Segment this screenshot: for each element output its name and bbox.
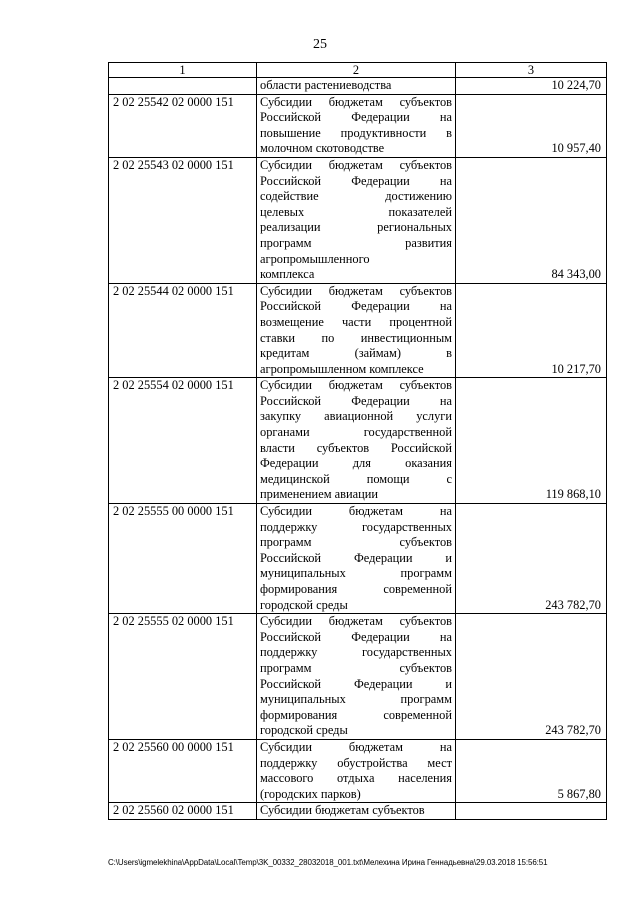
description-line: Российской Федерации на <box>260 629 452 644</box>
table-header-row <box>109 63 607 78</box>
amount-cell: 5 867,80 <box>456 739 607 802</box>
description-cell <box>257 78 456 95</box>
description-line: повышение продуктивности в <box>260 125 452 140</box>
description-line: Российской Федерации на <box>260 299 452 314</box>
description-line: Российской Федерации на <box>260 173 452 188</box>
description-line: (городских парков) <box>260 786 361 801</box>
description-line: Субсидии бюджетам субъектов <box>260 614 452 629</box>
budget-code-cell <box>109 78 257 95</box>
description-line: Субсидии бюджетам на <box>260 504 452 519</box>
amount-cell: 10 957,40 <box>456 94 607 157</box>
description-line: Субсидии бюджетам субъектов <box>260 378 452 393</box>
description-line: городской среды <box>260 723 348 738</box>
description-line: Субсидии бюджетам субъектов <box>260 283 452 298</box>
description-line: власти субъектов Российской <box>260 440 452 455</box>
table-row <box>109 378 607 504</box>
description-line: содействие достижению <box>260 189 452 204</box>
amount-cell: 243 782,70 <box>456 504 607 614</box>
table-row <box>109 283 607 378</box>
budget-code-cell: 2 02 25560 00 0000 151 <box>109 739 257 802</box>
description-line: поддержку государственных <box>260 645 452 660</box>
description-line: Субсидии бюджетам на <box>260 739 452 754</box>
description-line: Российской Федерации и <box>260 676 452 691</box>
page-number: 25 <box>313 37 327 52</box>
description-line: Субсидии бюджетам субъектов <box>260 94 452 109</box>
description-line: муниципальных программ <box>260 692 452 707</box>
description-line: формирования современной <box>260 582 452 596</box>
description-line: закупку авиационной услуги <box>260 409 452 424</box>
description-line: молочном скотоводстве <box>260 141 385 156</box>
description-line: программ субъектов <box>260 660 452 675</box>
budget-code-cell: 2 02 25543 02 0000 151 <box>109 157 257 283</box>
description-line: муниципальных программ <box>260 566 452 581</box>
table-row <box>109 739 607 802</box>
amount-cell: 119 868,10 <box>456 378 607 504</box>
description-line: агропромышленном комплексе <box>260 361 424 376</box>
table-row <box>109 157 607 283</box>
description-line: формирования современной <box>260 707 452 722</box>
description-line: кредитам (займам) в <box>260 346 452 361</box>
description-line: поддержку обустройства мест <box>260 755 452 770</box>
description-line: Субсидии бюджетам субъектов <box>260 803 425 818</box>
table-row <box>109 94 607 157</box>
amount-cell: 84 343,00 <box>456 157 607 283</box>
description-line: области растениеводства <box>260 78 392 92</box>
description-line: комплекса <box>260 267 315 282</box>
description-line: применением авиации <box>260 487 379 502</box>
description-line: поддержку государственных <box>260 519 452 534</box>
budget-code-cell: 2 02 25542 02 0000 151 <box>109 94 257 157</box>
budget-code-cell: 2 02 25555 00 0000 151 <box>109 504 257 614</box>
description-line: агропромышленного <box>260 251 370 266</box>
description-line: Российской Федерации на <box>260 393 452 408</box>
budget-code-cell: 2 02 25544 02 0000 151 <box>109 283 257 378</box>
description-line: программ субъектов <box>260 535 452 550</box>
description-line: Российской Федерации на <box>260 110 452 125</box>
description-line: ставки по инвестиционным <box>260 330 452 345</box>
description-cell <box>257 378 456 504</box>
description-line: возмещение части процентной <box>260 314 452 329</box>
description-cell <box>257 283 456 378</box>
amount-cell <box>456 803 607 820</box>
description-cell <box>257 157 456 283</box>
budget-code-cell: 2 02 25560 02 0000 151 <box>109 803 257 820</box>
budget-code-cell: 2 02 25555 02 0000 151 <box>109 614 257 740</box>
description-line: городской среды <box>260 597 348 612</box>
description-line: программ развития <box>260 235 452 250</box>
description-cell <box>257 504 456 614</box>
file-path-footer: C:\Users\igmelekhina\AppData\Local\Temp\3K_00332_28032018_001.txt\Мелехина Ирина Геннадьевна\29.03.2018 15:56:51 <box>108 858 548 867</box>
description-line: Субсидии бюджетам субъектов <box>260 157 452 172</box>
description-cell <box>257 739 456 802</box>
description-line: реализации региональных <box>260 220 452 235</box>
description-cell <box>257 614 456 740</box>
budget-table <box>108 62 607 820</box>
table-row <box>109 614 607 740</box>
description-line: Российской Федерации и <box>260 550 452 565</box>
description-line: целевых показателей <box>260 204 452 219</box>
description-line: медицинской помощи с <box>260 471 452 486</box>
table-row <box>109 78 607 95</box>
description-line: органами государственной <box>260 425 452 440</box>
amount-cell: 10 224,70 <box>456 78 607 95</box>
column-header-2: 2 <box>257 63 456 78</box>
description-line: массового отдыха населения <box>260 771 452 786</box>
table-row <box>109 803 607 820</box>
table-row <box>109 504 607 614</box>
description-cell <box>257 803 456 820</box>
column-header-3: 3 <box>456 63 607 78</box>
description-cell <box>257 94 456 157</box>
budget-code-cell: 2 02 25554 02 0000 151 <box>109 378 257 504</box>
column-header-1: 1 <box>109 63 257 78</box>
description-line: Федерации для оказания <box>260 456 452 471</box>
amount-cell: 10 217,70 <box>456 283 607 378</box>
amount-cell: 243 782,70 <box>456 614 607 740</box>
table-body <box>109 78 607 820</box>
